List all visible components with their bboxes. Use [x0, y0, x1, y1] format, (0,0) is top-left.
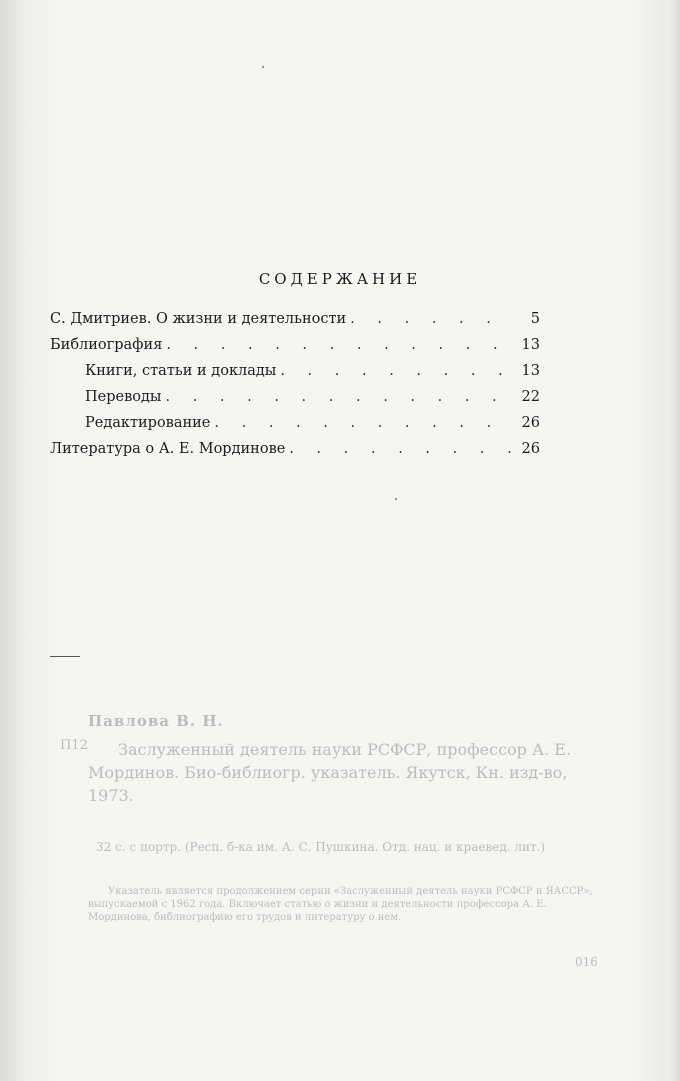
toc-entry — [50, 358, 540, 384]
toc-entry-page: 26 — [521, 441, 540, 457]
toc-entry-label: Переводы — [85, 389, 162, 405]
toc-leader-dots — [280, 358, 514, 384]
toc-entry-page: 22 — [521, 389, 540, 405]
toc-leader-dots — [165, 384, 514, 410]
scan-speck — [262, 66, 264, 68]
catalog-code: 016 — [575, 955, 598, 969]
toc-leader-dots — [350, 306, 514, 332]
toc-leader-dots — [166, 332, 514, 358]
toc-entry — [50, 410, 540, 436]
toc-entry-page: 13 — [521, 337, 540, 353]
toc-heading: СОДЕРЖАНИЕ — [258, 270, 422, 288]
toc-entry-page: 26 — [521, 415, 540, 431]
scan-speck — [395, 498, 397, 500]
toc-entry-label: Редактирование — [85, 415, 211, 431]
toc-entry-label: Библиография — [50, 337, 163, 353]
catalog-title: Заслуженный деятель науки РСФСР, профессор А. Е. Мординов. Био-библиогр. указатель. Якутск, Кн. изд-во, 1973. — [88, 740, 572, 805]
scan-mark — [50, 656, 80, 657]
catalog-description: 32 с. с портр. (Респ. б-ка им. А. С. Пушкина. Отд. нац. и краевед. лит.) — [96, 840, 546, 854]
toc-entry-label: Литература о А. Е. Мординове — [50, 441, 286, 457]
toc-entry — [50, 384, 540, 410]
toc-entry-page: 5 — [530, 311, 540, 327]
catalog-author: Павлова В. Н. — [88, 712, 224, 730]
toc-entry-label: Книги, статьи и доклады — [85, 363, 277, 379]
table-of-contents — [50, 306, 540, 462]
toc-entry — [50, 436, 540, 462]
toc-entry-page: 13 — [521, 363, 540, 379]
catalog-call-number: П12 — [60, 738, 88, 753]
toc-entry-label: С. Дмитриев. О жизни и деятельности — [50, 311, 347, 327]
toc-entry — [50, 306, 540, 332]
toc-entry — [50, 332, 540, 358]
catalog-note: Указатель является продолжением серии «Заслуженный деятель науки РСФСР и ЯАССР», выпускаемой с 1962 года. Включает статью о жизни и деятельности профессора А. Е. Мординова, библиографию его трудов и литературу о нем. — [88, 886, 593, 923]
toc-leader-dots — [289, 436, 514, 462]
toc-leader-dots — [214, 410, 514, 436]
